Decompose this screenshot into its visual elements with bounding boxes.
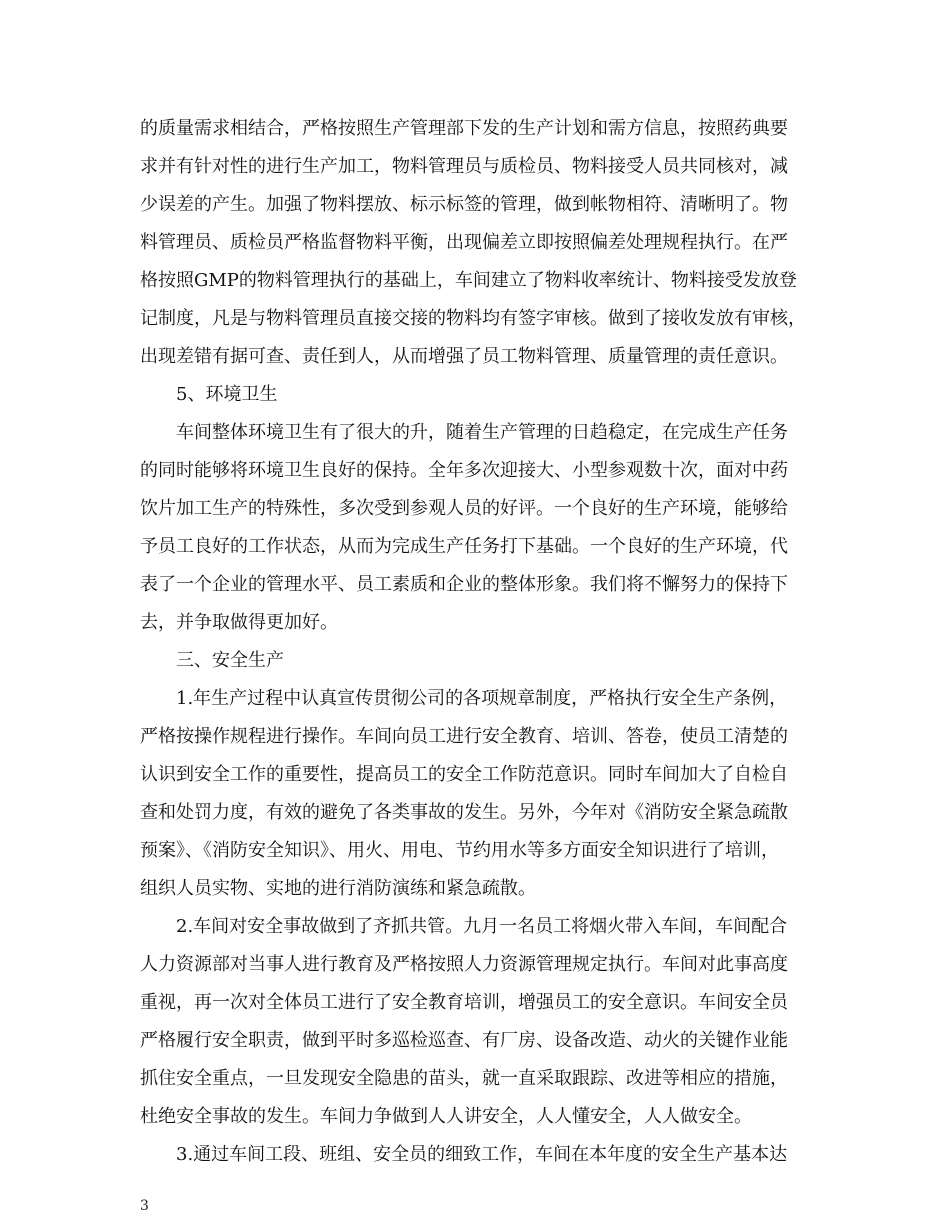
body-line: 格按照GMP的物料管理执行的基础上，车间建立了物料收率统计、物料接受发放登 [140,270,797,291]
body-line: 认识到安全工作的重要性，提高员工的安全工作防范意识。同时车间加大了自检自 [140,764,788,785]
body-line: 去，并争取做得更加好。 [140,612,338,633]
body-line: 予员工良好的工作状态，从而为完成生产任务打下基础。一个良好的生产环境，代 [140,536,788,557]
page-number: 3 [140,1198,149,1214]
body-line: 表了一个企业的管理水平、员工素质和企业的整体形象。我们将不懈努力的保持下 [140,574,788,595]
body-line: 1.年生产过程中认真宣传贯彻公司的各项规章制度，严格执行安全生产条例， [176,688,788,709]
body-line: 出现差错有据可查、责任到人，从而增强了员工物料管理、质量管理的责任意识。 [140,346,788,367]
body-line: 严格履行安全职责，做到平时多巡检巡查、有厂房、设备改造、动火的关键作业能 [140,1030,788,1051]
body-line: 的质量需求相结合，严格按照生产管理部下发的生产计划和需方信息，按照药典要 [140,118,788,139]
body-line: 求并有针对性的进行生产加工，物料管理员与质检员、物料接受人员共同核对，减 [140,156,788,177]
body-line: 料管理员、质检员严格监督物料平衡，出现偏差立即按照偏差处理规程执行。在严 [140,232,788,253]
body-line: 记制度，凡是与物料管理员直接交接的物料均有签字审核。做到了接收发放有审核， [140,308,806,329]
body-line: 预案》、《消防安全知识》、用火、用电、节约用水等多方面安全知识进行了培训， [140,840,779,861]
body-line: 的同时能够将环境卫生良好的保持。全年多次迎接大、小型参观数十次，面对中药 [140,460,788,481]
body-line: 人力资源部对当事人进行教育及严格按照人力资源管理规定执行。车间对此事高度 [140,954,788,975]
body-line: 少误差的产生。加强了物料摆放、标示标签的管理，做到帐物相符、清晰明了。物 [140,194,788,215]
body-line: 2.车间对安全事故做到了齐抓共管。九月一名员工将烟火带入车间，车间配合 [176,916,788,937]
body-line: 严格按操作规程进行操作。车间向员工进行安全教育、培训、答卷，使员工清楚的 [140,726,788,747]
body-line: 杜绝安全事故的发生。车间力争做到人人讲安全，人人懂安全，人人做安全。 [140,1106,752,1127]
section-heading-environment: 5、环境卫生 [176,384,278,405]
body-line: 3.通过车间工段、班组、安全员的细致工作，车间在本年度的安全生产基本达 [176,1144,788,1165]
body-line: 重视，再一次对全体员工进行了安全教育培训，增强员工的安全意识。车间安全员 [140,992,788,1013]
body-line: 饮片加工生产的特殊性，多次受到参观人员的好评。一个良好的生产环境，能够给 [140,498,788,519]
body-line: 组织人员实物、实地的进行消防演练和紧急疏散。 [140,878,536,899]
body-line: 抓住安全重点，一旦发现安全隐患的苗头，就一直采取跟踪、改进等相应的措施， [140,1068,788,1089]
section-heading-safety: 三、安全生产 [176,650,284,671]
body-line: 查和处罚力度，有效的避免了各类事故的发生。另外，今年对《消防安全紧急疏散 [140,802,788,823]
body-line: 车间整体环境卫生有了很大的升，随着生产管理的日趋稳定，在完成生产任务 [176,422,788,443]
